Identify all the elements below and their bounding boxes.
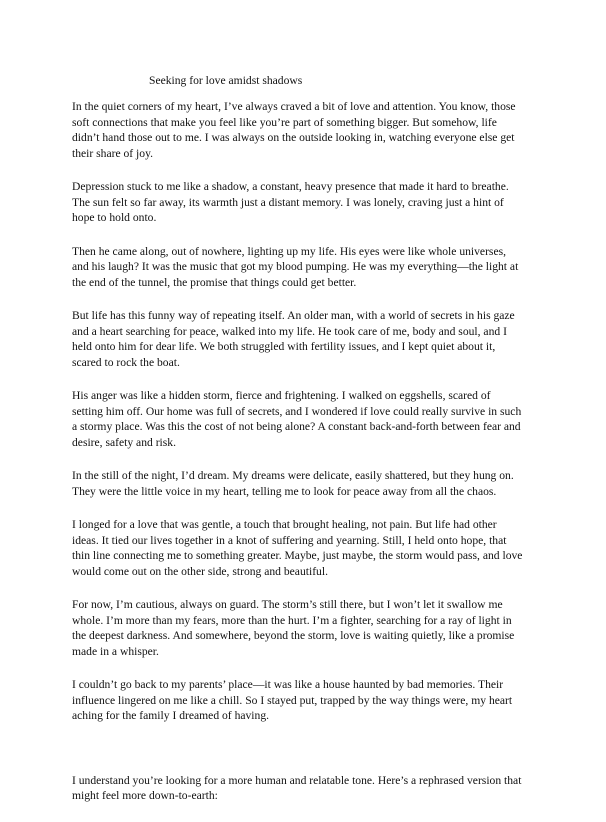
text-line: aching for the family I dreamed of having. — [72, 709, 270, 722]
paragraph-4 — [72, 308, 542, 370]
document-body — [72, 99, 542, 822]
text-line: I understand you’re looking for a more human and relatable tone. Here’s a rephrased version that — [72, 773, 522, 787]
paragraph-6 — [72, 468, 542, 499]
text-line: I couldn’t go back to my parents’ place—it was like a house haunted by bad memories. Their — [72, 678, 504, 691]
text-line: desire, safety and risk. — [72, 435, 176, 449]
text-line: But life has this funny way of repeating itself. An older man, with a world of secrets in his gaze — [72, 309, 515, 322]
text-line: scared to rock the boat. — [72, 355, 180, 369]
text-line: influence lingered on me like a chill. So I stayed put, trapped by the way things were, my heart — [72, 693, 513, 707]
text-line: made in a whisper. — [72, 644, 159, 658]
text-line: In the still of the night, I’d dream. My dreams were delicate, easily shattered, but they hung on. — [72, 469, 514, 482]
paragraph-9 — [72, 677, 542, 724]
text-line: thin line connecting me to something greater. Maybe, just maybe, the storm would pass, and love — [72, 549, 523, 562]
text-line: For now, I’m cautious, always on guard. The storm’s still there, but I won’t let it swallow me — [72, 598, 503, 611]
text-line: Then he came along, out of nowhere, lighting up my life. His eyes were like whole universes, — [72, 244, 507, 258]
paragraph-8 — [72, 597, 542, 659]
text-line: didn’t hand those out to me. I was always on the outside looking in, watching everyone else get — [72, 131, 515, 144]
text-line: the deepest darkness. And somewhere, beyond the storm, love is waiting quietly, like a promise — [72, 629, 515, 642]
paragraph-7 — [72, 517, 542, 579]
text-line: the end of the tunnel, the promise that things could get better. — [72, 275, 357, 289]
text-line: His anger was like a hidden storm, fierce and frightening. I walked on eggshells, scared of — [72, 389, 491, 402]
text-line: ideas. It tied our lives together in a knot of suffering and yearning. Still, I held onto hope, that — [72, 533, 507, 547]
text-line: held onto him for dear life. We both struggled with fertility issues, and I kept quiet about it, — [72, 340, 496, 353]
paragraph-5 — [72, 388, 542, 450]
text-line: might feel more down-to-earth: — [72, 789, 218, 802]
text-line: and his laugh? It was the music that got my blood pumping. He was my everything—the light at — [72, 260, 519, 273]
paragraph-2 — [72, 179, 542, 226]
text-line: whole. I’m more than my fears, more than the hurt. I’m a fighter, searching for a ray of light in — [72, 613, 512, 627]
text-line: would come out on the other side, strong and beautiful. — [72, 564, 328, 578]
text-line: and a heart searching for peace, walked into my life. He took care of me, body and soul, and I — [72, 324, 507, 338]
text-line: a stormy place. Was this the cost of not being alone? A constant back-and-forth between fear and — [72, 420, 521, 433]
text-line: hope to hold onto. — [72, 211, 157, 224]
paragraph-1 — [72, 99, 542, 161]
closing-paragraph — [72, 773, 542, 804]
text-line: In the quiet corners of my heart, I’ve always craved a bit of love and attention. You know, those — [72, 100, 516, 113]
text-line: their share of joy. — [72, 146, 154, 160]
text-line: I longed for a love that was gentle, a touch that brought healing, not pain. But life had other — [72, 518, 497, 531]
text-line: Depression stuck to me like a shadow, a constant, heavy presence that made it hard to breathe. — [72, 180, 509, 193]
text-line: soft connections that make you feel like you’re part of something bigger. But somehow, life — [72, 115, 497, 129]
text-line: The sun felt so far away, its warmth just a distant memory. I was lonely, craving just a hint of — [72, 195, 504, 209]
paragraph-3 — [72, 244, 542, 291]
text-line: They were the little voice in my heart, telling me to look for peace away from all the chaos. — [72, 484, 497, 498]
text-line: setting him off. Our home was full of secrets, and I wondered if love could really survive in such — [72, 404, 522, 418]
document-title: Seeking for love amidst shadows — [149, 74, 303, 87]
blank-spacing — [72, 742, 542, 773]
